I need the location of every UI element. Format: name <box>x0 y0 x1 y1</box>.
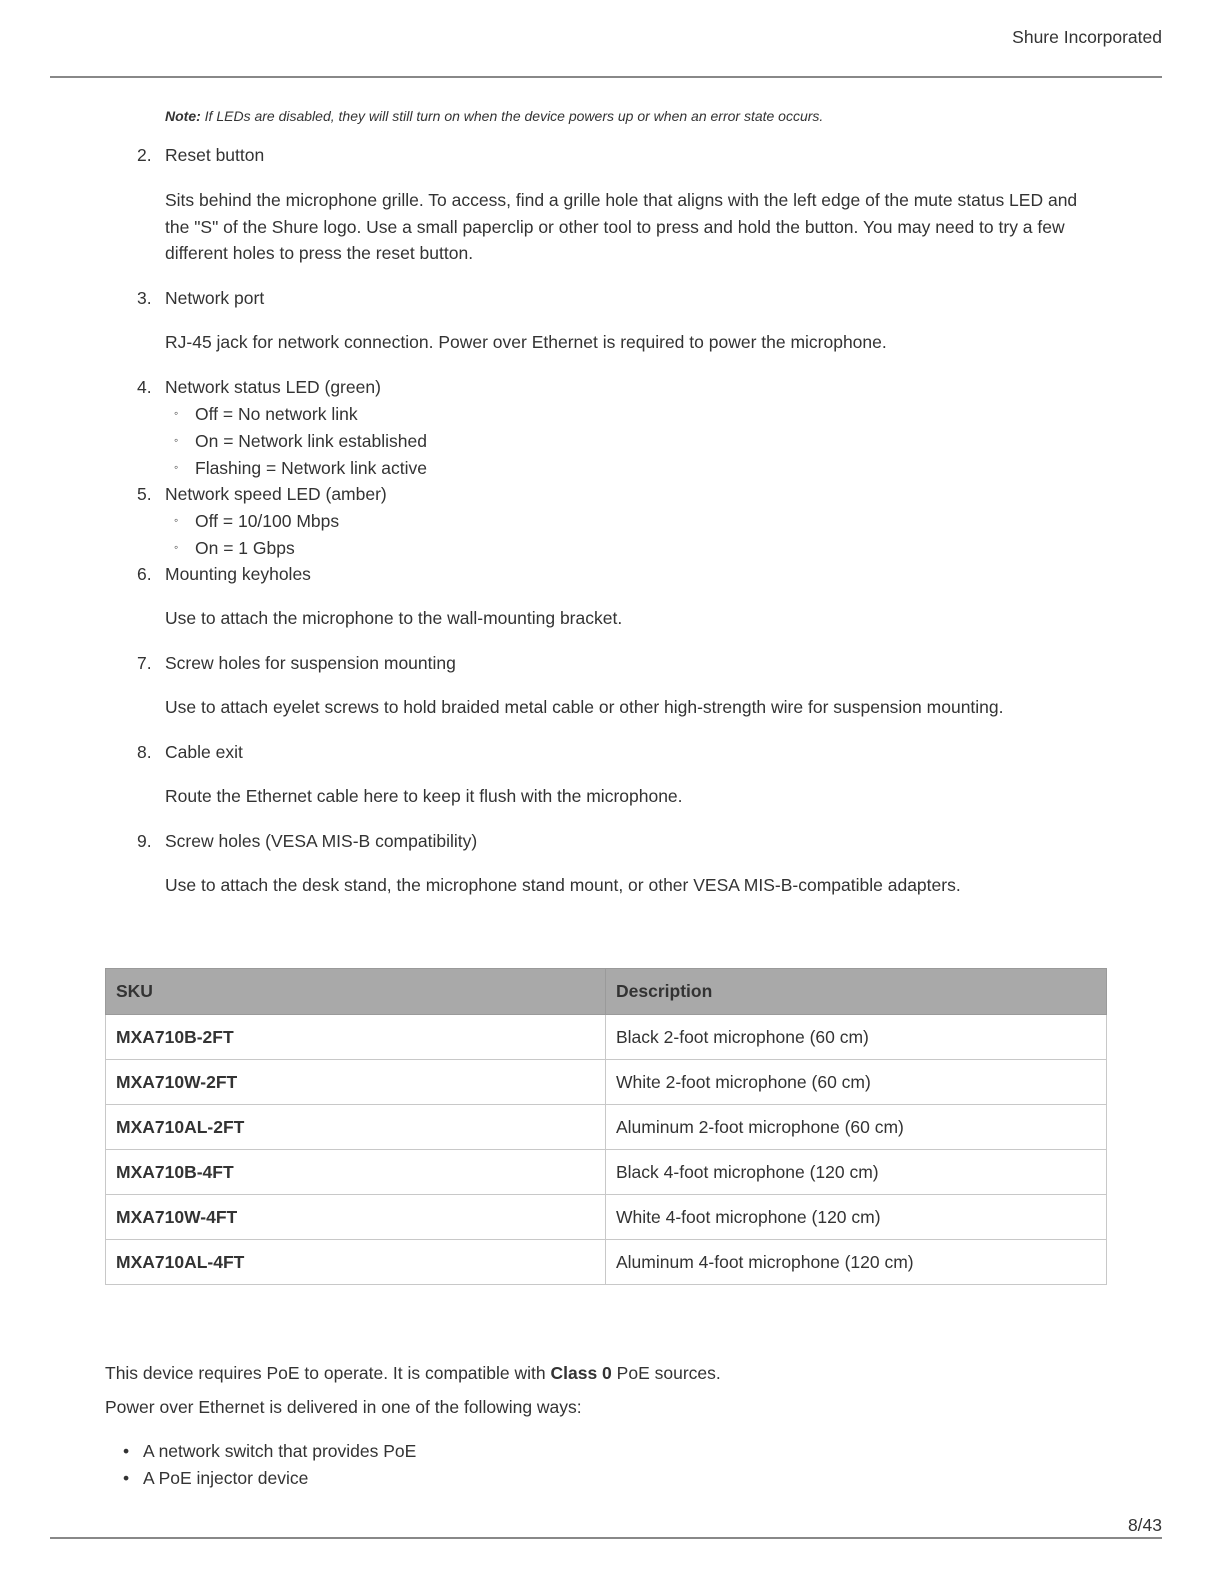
page-number: 8/43 <box>1127 1515 1162 1535</box>
poe-delivery-text: Power over Ethernet is delivered in one of the following ways: <box>105 1397 582 1417</box>
sku-cell: MXA710B-4FT <box>106 1150 606 1195</box>
description-cell: Black 2-foot microphone (60 cm) <box>606 1015 1107 1060</box>
table-row <box>106 1195 1107 1240</box>
item-label: Mounting keyholes <box>165 564 311 584</box>
item-description: Route the Ethernet cable here to keep it flush with the microphone. <box>165 786 683 806</box>
item-description: Use to attach eyelet screws to hold braided metal cable or other high-strength wire for suspension mounting. <box>165 697 1004 717</box>
circle-bullet-icon: ◦ <box>174 460 179 474</box>
footer-rule <box>50 1537 1162 1539</box>
sku-cell: MXA710W-4FT <box>106 1195 606 1240</box>
table-row <box>106 1015 1107 1060</box>
item-label: Reset button <box>165 145 265 165</box>
item-number: 7. <box>137 653 152 673</box>
table-row <box>106 1240 1107 1285</box>
item-number: 4. <box>137 377 152 397</box>
table-row <box>106 1105 1107 1150</box>
item-label: Screw holes for suspension mounting <box>165 653 456 673</box>
poe-text-after: PoE sources. <box>611 1363 721 1383</box>
sku-cell: MXA710B-2FT <box>106 1015 606 1060</box>
column-header-sku: SKU <box>106 969 606 1015</box>
sku-cell: MXA710AL-2FT <box>106 1105 606 1150</box>
sub-item-text: On = Network link established <box>195 431 427 451</box>
poe-class: Class 0 <box>550 1363 612 1383</box>
header-rule <box>50 76 1162 78</box>
sku-cell: MXA710W-2FT <box>106 1060 606 1105</box>
description-cell: Aluminum 4-foot microphone (120 cm) <box>606 1240 1107 1285</box>
note <box>165 108 823 124</box>
description-cell: Black 4-foot microphone (120 cm) <box>606 1150 1107 1195</box>
sku-table <box>105 968 1107 1285</box>
description-cell: White 4-foot microphone (120 cm) <box>606 1195 1107 1240</box>
item-description: RJ-45 jack for network connection. Power over Ethernet is required to power the microphone. <box>165 332 887 352</box>
item-number: 3. <box>137 288 152 308</box>
item-number: 8. <box>137 742 152 762</box>
poe-text-before: This device requires PoE to operate. It is compatible with <box>105 1363 551 1383</box>
item-label: Network port <box>165 288 265 308</box>
sub-item-text: Flashing = Network link active <box>195 458 427 478</box>
poe-requirement-text <box>105 1363 721 1384</box>
circle-bullet-icon: ◦ <box>174 513 179 527</box>
circle-bullet-icon: ◦ <box>174 433 179 447</box>
bullet-icon: • <box>123 1441 130 1461</box>
item-label: Cable exit <box>165 742 243 762</box>
item-label: Network speed LED (amber) <box>165 484 387 504</box>
sub-item-text: On = 1 Gbps <box>195 538 295 558</box>
item-description: Use to attach the desk stand, the microphone stand mount, or other VESA MIS-B-compatible adapters. <box>165 875 961 895</box>
item-number: 9. <box>137 831 152 851</box>
description-cell: White 2-foot microphone (60 cm) <box>606 1060 1107 1105</box>
note-label: Note: <box>165 108 201 124</box>
bullet-icon: • <box>123 1468 130 1488</box>
sub-item-text: Off = No network link <box>195 404 358 424</box>
item-description: Sits behind the microphone grille. To access, find a grille hole that aligns with the left edge of the mute status LED and the "S" of the Shure logo. Use a small paperclip or other tool to press and hold the button. You may need to try a few different holes to press the reset button. <box>165 190 1078 263</box>
item-number: 2. <box>137 145 152 165</box>
circle-bullet-icon: ◦ <box>174 540 179 554</box>
sku-cell: MXA710AL-4FT <box>106 1240 606 1285</box>
header-company: Shure Incorporated <box>1012 27 1162 47</box>
bullet-text: A PoE injector device <box>143 1468 309 1488</box>
item-number: 6. <box>137 564 152 584</box>
table-row <box>106 1060 1107 1105</box>
item-label: Screw holes (VESA MIS-B compatibility) <box>165 831 478 851</box>
item-label: Network status LED (green) <box>165 377 381 397</box>
table-header-row <box>106 969 1107 1015</box>
item-number: 5. <box>137 484 152 504</box>
column-header-description: Description <box>606 969 1107 1015</box>
note-text: If LEDs are disabled, they will still turn on when the device powers up or when an error state occurs. <box>204 108 824 124</box>
table-row <box>106 1150 1107 1195</box>
item-description: Use to attach the microphone to the wall-mounting bracket. <box>165 608 623 628</box>
circle-bullet-icon: ◦ <box>174 406 179 420</box>
sub-item-text: Off = 10/100 Mbps <box>195 511 340 531</box>
description-cell: Aluminum 2-foot microphone (60 cm) <box>606 1105 1107 1150</box>
bullet-text: A network switch that provides PoE <box>143 1441 417 1461</box>
